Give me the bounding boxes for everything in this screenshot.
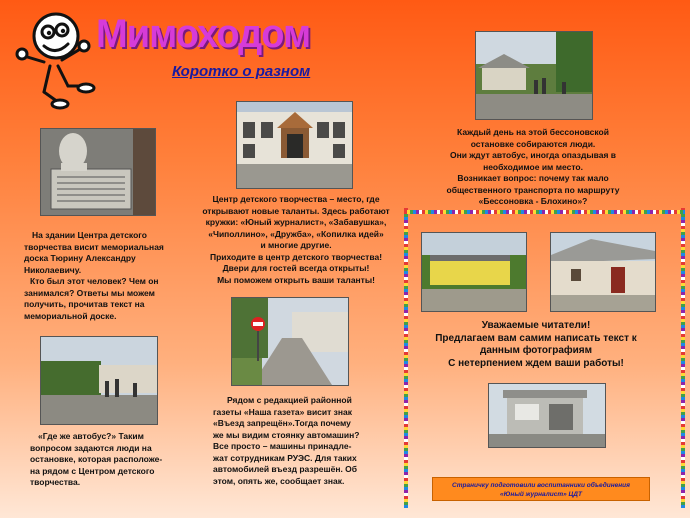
no-entry-street-photo: [231, 297, 349, 386]
memorial-caption: На здании Центра детского творчества висит мемориальная доска Тюрину Александру Николаевичу. Кто был этот человек? Чем он занимался? Ответы мы можем получить, прочитав текст на мемориальной доске.: [24, 230, 164, 321]
bus-stop-people-photo: [40, 336, 158, 425]
where-bus-caption: «Где же автобус?» Таким вопросом задаются люди на остановке, которая расположе- на рядом с Центром детского творчества.: [30, 431, 163, 487]
center-building-photo: [236, 101, 353, 189]
readers-appeal: Уважаемые читатели! Предлагаем вам самим написать текст к данным фотографиям С нетерпением ждем ваши работы!: [435, 320, 637, 369]
house-photo: [550, 232, 656, 312]
divider-left: [404, 208, 408, 508]
page-title: Мимоходом: [96, 12, 311, 56]
center-caption: Центр детского творчества – место, где открывают новые таланты. Здесь работают кружки: «Юный журналист», «Забавушка», «Чиполлино», «Дружба», «Копилка идей» и многие другие. Приходите в центр детского творчества! Двери для гостей всегда открыты! Мы поможем открыть ваши таланты!: [202, 194, 390, 285]
yellow-kiosk-photo: [421, 232, 527, 312]
kiosk-photo: [488, 383, 606, 448]
page-subtitle: Коротко о разном: [172, 63, 311, 80]
bus-stop-caption: Каждый день на этой бессоновской остановке собираются люди. Они ждут автобус, иногда опаздывая в необходимое им место. Возникает вопрос: почему так мало общественного транспорта по маршруту «Бессоновка - Блохино»?: [446, 127, 620, 206]
mascot-icon: [10, 8, 98, 110]
divider-right: [681, 208, 685, 508]
memorial-plaque-photo: [40, 128, 156, 216]
footer-credits: Страничку подготовили воспитанники объединения «Юный журналист» ЦДТ: [432, 477, 650, 501]
no-entry-caption: Рядом с редакцией районной газеты «Наша газета» висит знак «Въезд запрещён».Тогда почему же мы видим стоянку автомашин? Все просто – машины принадле- жат сотрудникам РУЭС. Для таких автомобилей въезд разрешён. Об этом, опять же, сообщает знак.: [213, 395, 360, 486]
bus-stop-photo: [475, 31, 593, 120]
divider-top: [404, 210, 685, 214]
